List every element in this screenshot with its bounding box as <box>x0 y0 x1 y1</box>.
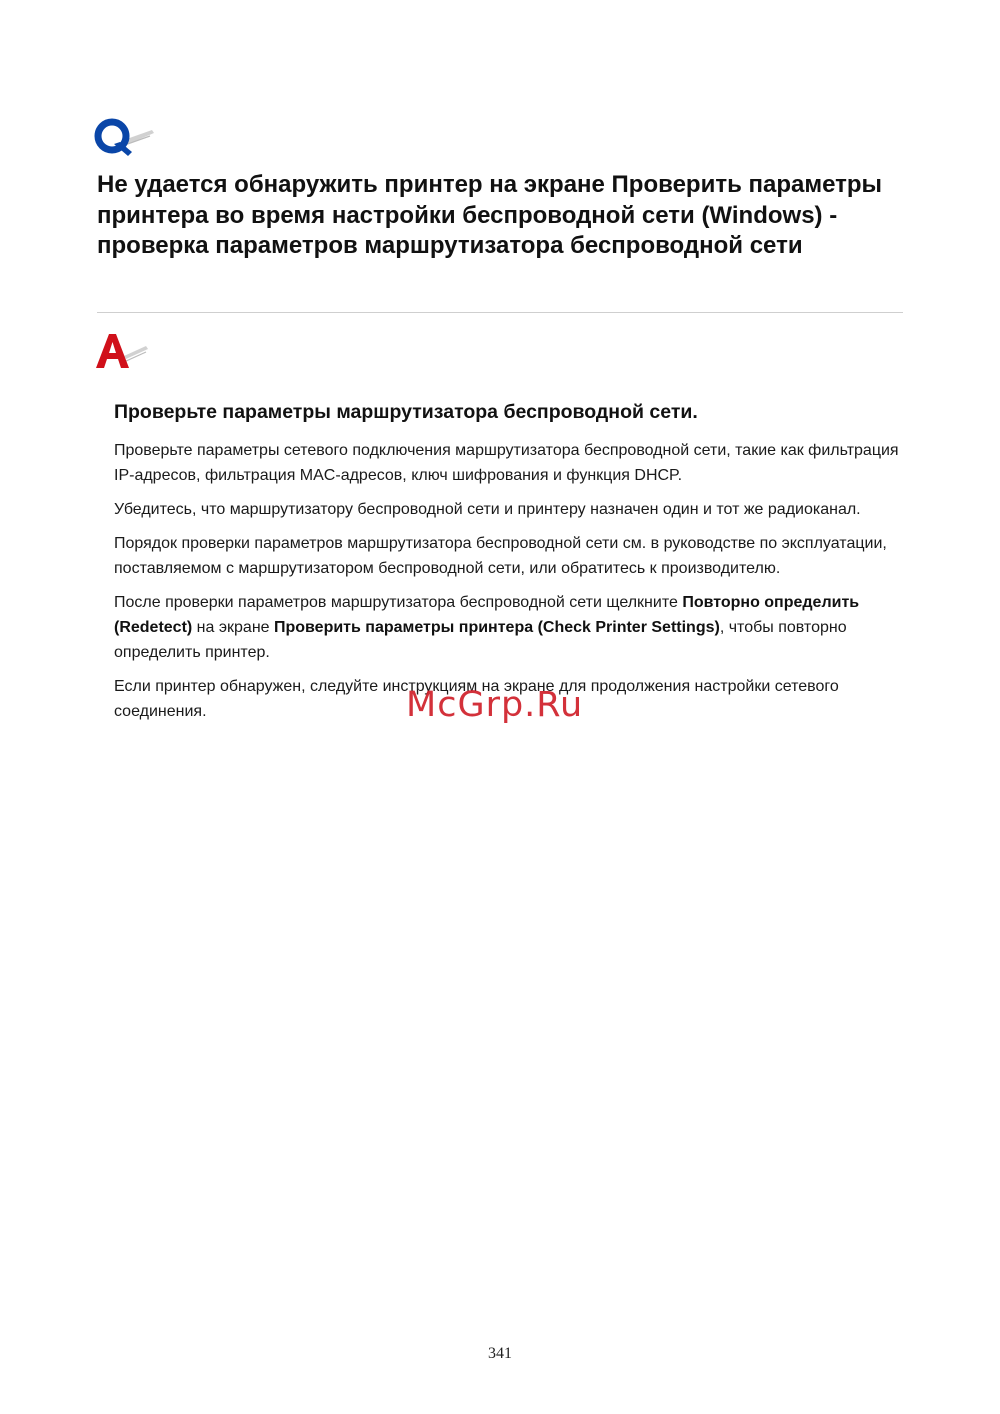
page-number: 341 <box>488 1345 512 1362</box>
q-letter-icon <box>94 114 156 162</box>
redetect-text-after: , чтобы повторно определить принтер. <box>114 619 847 661</box>
paragraph-final: Если принтер обнаружен, следуйте инструкциям на экране для продолжения настройки сетевого соединения. <box>114 678 839 720</box>
question-title: Не удается обнаружить принтер на экране Проверить параметры принтера во время настройки беспроводной сети (Windows) - проверка параметров маршрутизатора беспроводной сети <box>97 171 883 259</box>
watermark: McGrp.Ru <box>406 685 584 725</box>
paragraph-manual-reference: Порядок проверки параметров маршрутизатора беспроводной сети см. в руководстве по эксплуатации, поставляемом с маршрутизатором беспроводной сети, или обратитесь к производителю. <box>114 535 887 577</box>
redetect-button-reference: Повторно определить (Redetect) <box>114 594 860 636</box>
redetect-text-middle: на экране <box>192 619 274 636</box>
redetect-text-before: После проверки параметров маршрутизатора беспроводной сети щелкните <box>114 594 683 611</box>
paragraph-router-settings: Проверьте параметры сетевого подключения маршрутизатора беспроводной сети, такие как фильтрация IP-адресов, фильтрация MAC-адресов, ключ шифрования и функция DHCP. <box>114 442 899 484</box>
section-divider <box>97 312 903 313</box>
paragraph-radio-channel: Убедитесь, что маршрутизатору беспроводной сети и принтеру назначен один и тот же радиоканал. <box>114 501 861 518</box>
a-letter-icon <box>94 332 150 370</box>
paragraph-redetect <box>114 590 906 665</box>
check-printer-settings-reference: Проверить параметры принтера (Check Printer Settings) <box>274 619 720 636</box>
answer-heading: Проверьте параметры маршрутизатора беспроводной сети. <box>114 401 698 423</box>
